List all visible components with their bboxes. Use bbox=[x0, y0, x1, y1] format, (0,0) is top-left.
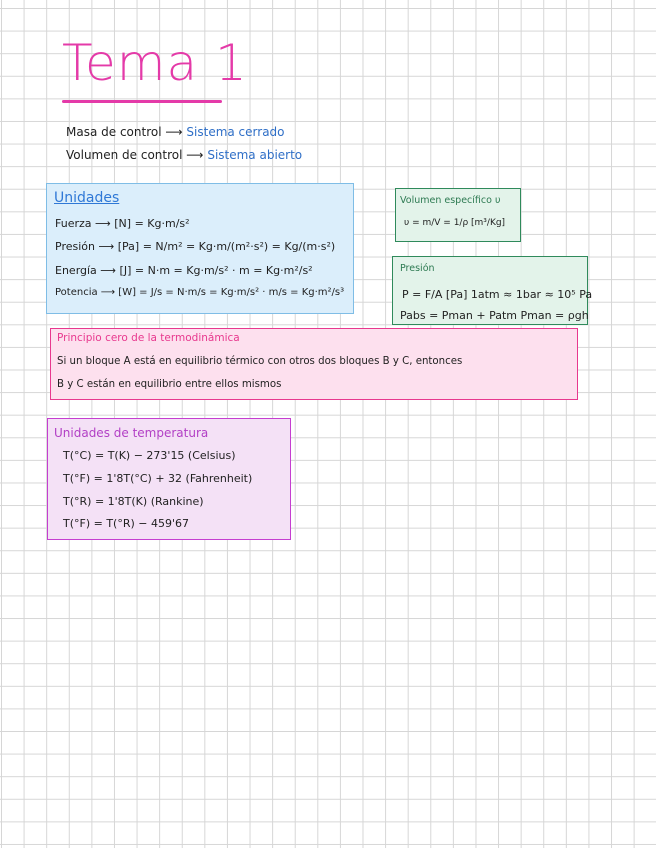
definition-result: Sistema abierto bbox=[207, 148, 303, 162]
specific-volume-box bbox=[395, 188, 521, 242]
temperature-row: T(°R) = 1'8T(K) (Rankine) bbox=[63, 495, 204, 508]
specific-volume-heading: Volumen específico υ bbox=[400, 195, 501, 206]
temperature-row: T(°F) = 1'8T(°C) + 32 (Fahrenheit) bbox=[63, 472, 253, 485]
temperature-row: T(°F) = T(°R) − 459'67 bbox=[63, 517, 190, 530]
title-underline bbox=[62, 100, 222, 103]
pressure-heading: Presión bbox=[400, 263, 435, 274]
zeroth-law-heading: Principio cero de la termodinámica bbox=[57, 332, 240, 344]
arrow-icon: ⟶ bbox=[186, 148, 204, 162]
definition-result: Sistema cerrado bbox=[186, 125, 285, 139]
definition-term: Volumen de control bbox=[66, 148, 183, 162]
units-row: Fuerza ⟶ [N] = Kg·m/s² bbox=[55, 217, 190, 230]
definition-row bbox=[66, 148, 302, 162]
units-row: Presión ⟶ [Pa] = N/m² = Kg·m/(m²·s²) = Kg/(m·s²) bbox=[55, 240, 336, 253]
pressure-box bbox=[392, 256, 593, 325]
units-row: Energía ⟶ [J] = N·m = Kg·m/s² · m = Kg·m²/s² bbox=[55, 264, 313, 277]
definition-term: Masa de control bbox=[66, 125, 162, 139]
units-heading: Unidades bbox=[54, 190, 120, 206]
units-box bbox=[46, 183, 354, 314]
arrow-icon: ⟶ bbox=[165, 125, 183, 139]
pressure-formula: P = F/A [Pa] 1atm ≈ 1bar ≈ 10⁵ Pa bbox=[402, 288, 593, 301]
pressure-formula: Pabs = Pman + Patm Pman = ρgh bbox=[400, 309, 589, 322]
zeroth-law-text: Si un bloque A está en equilibrio térmico con otros dos bloques B y C, entonces bbox=[57, 356, 463, 367]
zeroth-law-text: B y C están en equilibrio entre ellos mismos bbox=[57, 379, 282, 390]
definition-row bbox=[66, 125, 285, 139]
temperature-box bbox=[47, 418, 291, 540]
specific-volume-formula: υ = m/V = 1/ρ [m³/Kg] bbox=[404, 218, 506, 228]
units-row: Potencia ⟶ [W] = J/s = N·m/s = Kg·m/s² · m/s = Kg·m²/s³ bbox=[55, 287, 345, 298]
temperature-row: T(°C) = T(K) − 273'15 (Celsius) bbox=[63, 449, 236, 462]
page-title: Tema 1 bbox=[62, 34, 248, 92]
temperature-heading: Unidades de temperatura bbox=[54, 426, 209, 440]
zeroth-law-box bbox=[50, 328, 578, 400]
